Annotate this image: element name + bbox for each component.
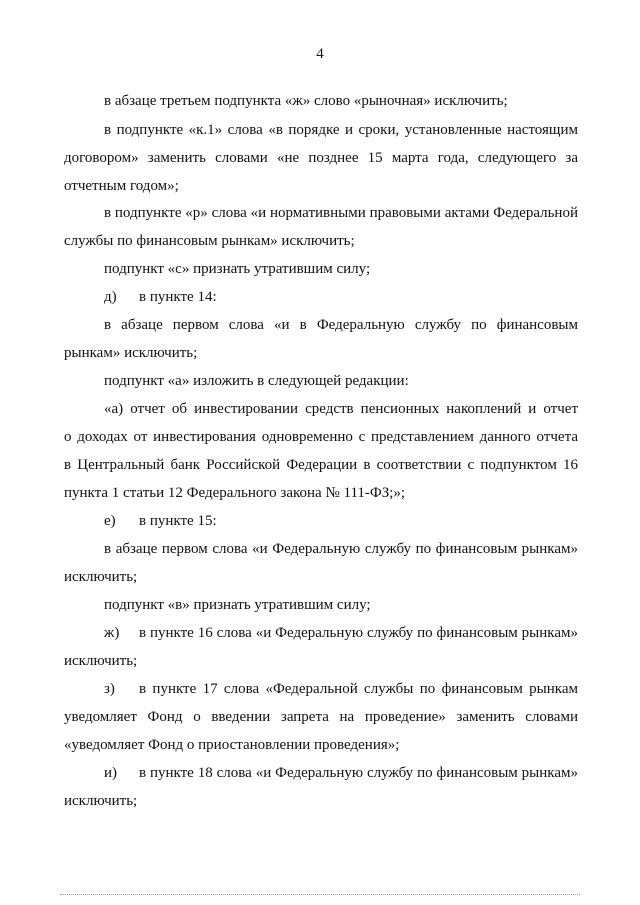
- text-line: подпункт «а» изложить в следующей редакции:: [104, 373, 409, 389]
- text-line: пункта 1 статьи 12 Федерального закона № 111-ФЗ;»;: [64, 485, 406, 501]
- text-line: о доходах от инвестирования одновременно с представлением данного отчета: [64, 429, 578, 445]
- text-line: в пункте 15:: [139, 513, 217, 529]
- text-line: в пункте 18 слова «и Федеральную службу по финансовым рынкам»: [139, 765, 578, 781]
- text-line: в абзаце первом слова «и Федеральную службу по финансовым рынкам»: [104, 541, 578, 557]
- list-marker: д): [104, 289, 117, 305]
- text-line: в Центральный банк Российской Федерации в соответствии с подпунктом 16: [64, 457, 578, 473]
- list-marker: з): [104, 681, 115, 697]
- page-number: 4: [316, 46, 324, 62]
- text-line: в подпункте «р» слова «и нормативными правовыми актами Федеральной: [104, 205, 578, 221]
- text-line: договором» заменить словами «не позднее 15 марта года, следующего за: [64, 150, 578, 166]
- text-line: в пункте 16 слова «и Федеральную службу по финансовым рынкам»: [139, 625, 578, 641]
- text-line: «уведомляет Фонд о приостановлении проведения»;: [64, 737, 400, 753]
- text-line: исключить;: [64, 793, 138, 809]
- text-line: в пункте 17 слова «Федеральной службы по финансовым рынкам: [139, 681, 578, 697]
- text-line: подпункт «в» признать утратившим силу;: [104, 597, 371, 613]
- text-line: исключить;: [64, 653, 138, 669]
- scan-artifact-divider: [60, 894, 580, 898]
- list-marker: и): [104, 765, 118, 781]
- text-line: в абзаце первом слова «и в Федеральную службу по финансовым: [104, 317, 578, 333]
- text-line: в подпункте «к.1» слова «в порядке и сроки, установленные настоящим: [104, 122, 578, 138]
- text-line: службы по финансовым рынкам» исключить;: [64, 233, 355, 249]
- text-line: подпункт «с» признать утратившим силу;: [104, 261, 371, 277]
- list-marker: ж): [104, 625, 120, 641]
- text-line: «а) отчет об инвестировании средств пенсионных накоплений и отчет: [104, 401, 578, 417]
- text-line: рынкам» исключить;: [64, 345, 198, 361]
- list-marker: е): [104, 513, 116, 529]
- text-line: уведомляет Фонд о введении запрета на проведение» заменить словами: [64, 709, 578, 725]
- text-line: в пункте 14:: [139, 289, 217, 305]
- text-line: в абзаце третьем подпункта «ж» слово «рыночная» исключить;: [104, 93, 508, 109]
- text-line: отчетным годом»;: [64, 178, 179, 194]
- text-line: исключить;: [64, 569, 138, 585]
